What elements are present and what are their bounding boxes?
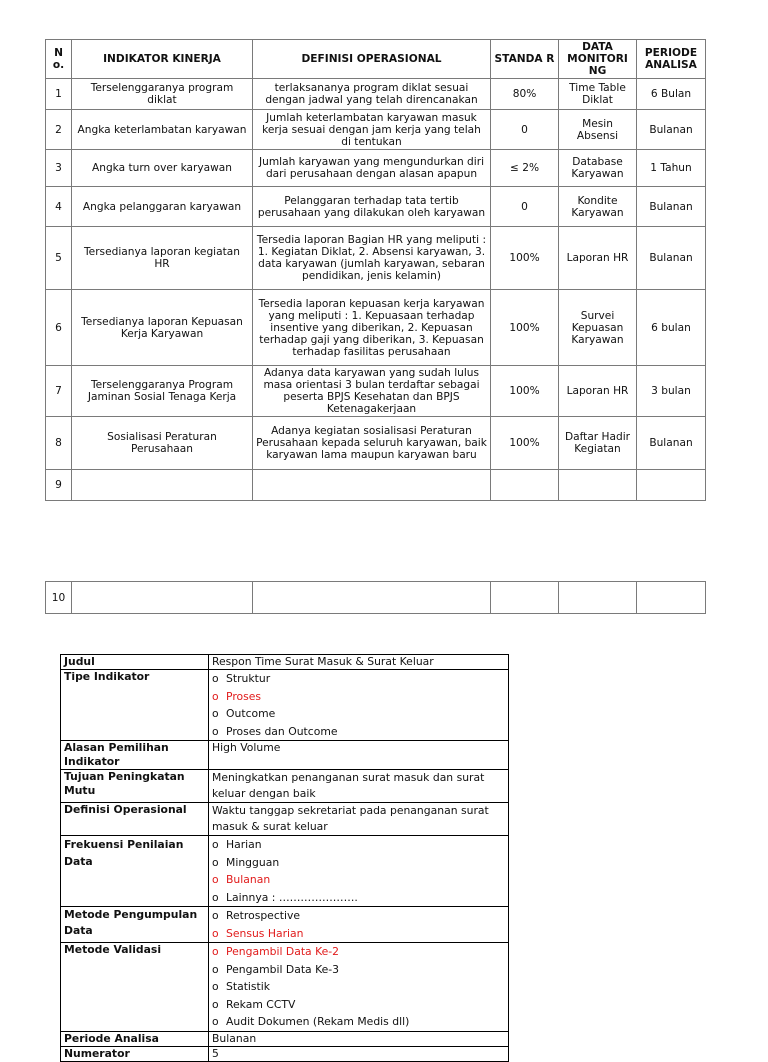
table-row (46, 417, 706, 470)
header-data: DATA MONITORI NG (559, 40, 637, 79)
bullet-icon: o (212, 724, 219, 738)
definisi-label: Definisi Operasional (61, 803, 209, 836)
tujuan-value: Meningkatkan penanganan surat masuk dan surat keluar dengan baik (209, 770, 509, 803)
data-monitoring-cell: Kondite Karyawan (559, 187, 637, 227)
validasi-row (61, 943, 509, 1032)
bullet-icon: o (212, 962, 219, 976)
option-item (212, 1013, 505, 1031)
table-row (46, 187, 706, 227)
header-definisi: DEFINISI OPERASIONAL (253, 40, 491, 79)
table-row (46, 150, 706, 187)
standar-cell: 100% (491, 366, 559, 417)
bullet-icon: o (212, 838, 219, 851)
row-number: 6 (46, 290, 72, 366)
option-item (212, 925, 505, 943)
tipe-row (61, 670, 509, 741)
data-monitoring-cell: Laporan HR (559, 366, 637, 417)
table-row (46, 582, 706, 614)
option-item (212, 723, 505, 741)
definisi-cell: Adanya data karyawan yang sudah lulus masa orientasi 3 bulan terdaftar sebagai peserta BPJS Kesehatan dan BPJS Ketenagakerjaan (253, 366, 491, 417)
numerator-value: 5 (209, 1046, 509, 1061)
bullet-icon: o (212, 945, 219, 958)
table-row (46, 110, 706, 150)
option-item (212, 961, 505, 979)
standar-cell: 100% (491, 227, 559, 290)
tipe-label: Tipe Indikator (61, 670, 209, 741)
kpi-body (46, 79, 706, 501)
standar-cell (491, 470, 559, 501)
option-item (212, 836, 505, 854)
option-text: Pengambil Data Ke-3 (226, 962, 340, 976)
option-text: Lainnya : …………………. (226, 890, 358, 904)
definisi-cell: terlaksananya program diklat sesuai dengan jadwal yang telah direncanakan (253, 79, 491, 110)
data-monitoring-cell: Survei Kepuasan Karyawan (559, 290, 637, 366)
header-standar: STANDA R (491, 40, 559, 79)
kpi-table-continued (45, 581, 706, 614)
kpi-table (45, 39, 706, 501)
bullet-icon: o (212, 689, 219, 703)
option-item (212, 854, 505, 872)
option-item (212, 871, 505, 889)
option-item (212, 688, 505, 706)
option-text: Pengambil Data Ke-2 (226, 945, 340, 958)
indikator-cell: Terselenggaranya program diklat (72, 79, 253, 110)
bullet-icon: o (212, 909, 219, 922)
frekuensi-label: Frekuensi Penilaian Data (61, 836, 209, 907)
option-text: Statistik (226, 980, 271, 993)
bullet-icon: o (212, 890, 219, 904)
metode-row (61, 907, 509, 943)
periode-cell (637, 470, 706, 501)
row-number: 9 (46, 470, 72, 501)
table-row (46, 79, 706, 110)
alasan-row (61, 741, 509, 770)
indikator-cell: Angka keterlambatan karyawan (72, 110, 253, 150)
periode-cell: Bulanan (637, 110, 706, 150)
row-number: 3 (46, 150, 72, 187)
indikator-cell (72, 470, 253, 501)
definisi-value: Waktu tanggap sekretariat pada penanganan surat masuk & surat keluar (209, 803, 509, 836)
header-periode: PERIODE ANALISA (637, 40, 706, 79)
indikator-cell: Sosialisasi Peraturan Perusahaan (72, 417, 253, 470)
standar-cell: 100% (491, 417, 559, 470)
data-monitoring-cell: Daftar Hadir Kegiatan (559, 417, 637, 470)
periode-row (61, 1031, 509, 1046)
validasi-label: Metode Validasi (61, 943, 209, 1032)
data-monitoring-cell: Time Table Diklat (559, 79, 637, 110)
standar-cell: 80% (491, 79, 559, 110)
bullet-icon: o (212, 997, 219, 1011)
row-number: 7 (46, 366, 72, 417)
option-text: Proses dan Outcome (226, 724, 338, 738)
table-row (46, 290, 706, 366)
definisi-cell: Tersedia laporan Bagian HR yang meliputi : 1. Kegiatan Diklat, 2. Absensi karyawan, 3. data karyawan (jumlah karyawan, sebaran pendidikan, jenis kelamin) (253, 227, 491, 290)
periode-cell: 6 Bulan (637, 79, 706, 110)
data-monitoring-cell: Laporan HR (559, 227, 637, 290)
metode-label: Metode Pengumpulan Data (61, 907, 209, 943)
kpi-header-row (46, 40, 706, 79)
bullet-icon: o (212, 672, 219, 685)
data-monitoring-cell: Database Karyawan (559, 150, 637, 187)
periode-cell: Bulanan (637, 227, 706, 290)
option-text: Rekam CCTV (226, 997, 296, 1011)
indikator-cell: Tersedianya laporan kegiatan HR (72, 227, 253, 290)
definisi-cell (253, 470, 491, 501)
numerator-row (61, 1046, 509, 1061)
frekuensi-options (209, 836, 509, 907)
table-row (46, 470, 706, 501)
header-no: N o. (46, 40, 72, 79)
alasan-value: High Volume (209, 741, 509, 770)
bullet-icon: o (212, 980, 219, 993)
row-number: 4 (46, 187, 72, 227)
bullet-icon: o (212, 707, 219, 720)
option-text: Mingguan (226, 855, 280, 869)
row-number: 10 (46, 582, 72, 614)
standar-cell: 0 (491, 110, 559, 150)
option-item (212, 670, 505, 688)
bullet-icon: o (212, 926, 219, 940)
empty-cell (637, 582, 706, 614)
bullet-icon: o (212, 873, 219, 886)
frekuensi-row (61, 836, 509, 907)
indikator-cell: Angka turn over karyawan (72, 150, 253, 187)
definisi-cell: Jumlah keterlambatan karyawan masuk kerja sesuai dengan jam kerja yang telah di tentukan (253, 110, 491, 150)
judul-label: Judul (61, 655, 209, 670)
row-number: 2 (46, 110, 72, 150)
bullet-icon: o (212, 855, 219, 869)
tipe-options (209, 670, 509, 741)
option-item (212, 996, 505, 1014)
indikator-cell: Terselenggaranya Program Jaminan Sosial Tenaga Kerja (72, 366, 253, 417)
indikator-cell: Angka pelanggaran karyawan (72, 187, 253, 227)
table-row (46, 227, 706, 290)
empty-cell (72, 582, 253, 614)
option-text: Bulanan (226, 873, 271, 886)
standar-cell: 100% (491, 290, 559, 366)
alasan-label: Alasan Pemilihan Indikator (61, 741, 209, 770)
periode-cell: Bulanan (637, 417, 706, 470)
table-row (46, 366, 706, 417)
numerator-label: Numerator (61, 1046, 209, 1061)
header-indikator: INDIKATOR KINERJA (72, 40, 253, 79)
option-item (212, 889, 505, 907)
data-monitoring-cell: Mesin Absensi (559, 110, 637, 150)
empty-cell (253, 582, 491, 614)
metode-options (209, 907, 509, 943)
option-text: Harian (226, 838, 262, 851)
definisi-cell: Jumlah karyawan yang mengundurkan diri dari perusahaan dengan alasan apapun (253, 150, 491, 187)
tujuan-label: Tujuan Peningkatan Mutu (61, 770, 209, 803)
indicator-profile-table (60, 654, 509, 1062)
option-text: Struktur (226, 672, 271, 685)
periode-value: Bulanan (209, 1031, 509, 1046)
definisi-cell: Pelanggaran terhadap tata tertib perusahaan yang dilakukan oleh karyawan (253, 187, 491, 227)
option-text: Audit Dokumen (Rekam Medis dll) (226, 1015, 410, 1028)
row-number: 1 (46, 79, 72, 110)
periode-cell: 1 Tahun (637, 150, 706, 187)
periode-cell: 3 bulan (637, 366, 706, 417)
row-number: 8 (46, 417, 72, 470)
judul-row (61, 655, 509, 670)
standar-cell: 0 (491, 187, 559, 227)
option-item (212, 705, 505, 723)
indikator-cell: Tersedianya laporan Kepuasan Kerja Karyawan (72, 290, 253, 366)
option-text: Retrospective (226, 909, 301, 922)
definisi-row (61, 803, 509, 836)
option-text: Proses (226, 689, 262, 703)
judul-value: Respon Time Surat Masuk & Surat Keluar (209, 655, 509, 670)
definisi-cell: Tersedia laporan kepuasan kerja karyawan yang meliputi : 1. Kepuasaan terhadap insentive yang diberikan, 2. Kepuasan terhadap gaji yang diberikan, 3. Kepuasan terhadap fasilitas perusahaan (253, 290, 491, 366)
option-text: Outcome (226, 707, 276, 720)
data-monitoring-cell (559, 470, 637, 501)
option-item (212, 907, 505, 925)
periode-cell: Bulanan (637, 187, 706, 227)
tujuan-row (61, 770, 509, 803)
empty-cell (491, 582, 559, 614)
periode-cell: 6 bulan (637, 290, 706, 366)
option-item (212, 978, 505, 996)
empty-cell (559, 582, 637, 614)
row-number: 5 (46, 227, 72, 290)
option-text: Sensus Harian (226, 926, 304, 940)
bullet-icon: o (212, 1015, 219, 1028)
periode-label: Periode Analisa (61, 1031, 209, 1046)
validasi-options (209, 943, 509, 1032)
standar-cell: ≤ 2% (491, 150, 559, 187)
option-item (212, 943, 505, 961)
definisi-cell: Adanya kegiatan sosialisasi Peraturan Perusahaan kepada seluruh karyawan, baik karyawan lama maupun karyawan baru (253, 417, 491, 470)
